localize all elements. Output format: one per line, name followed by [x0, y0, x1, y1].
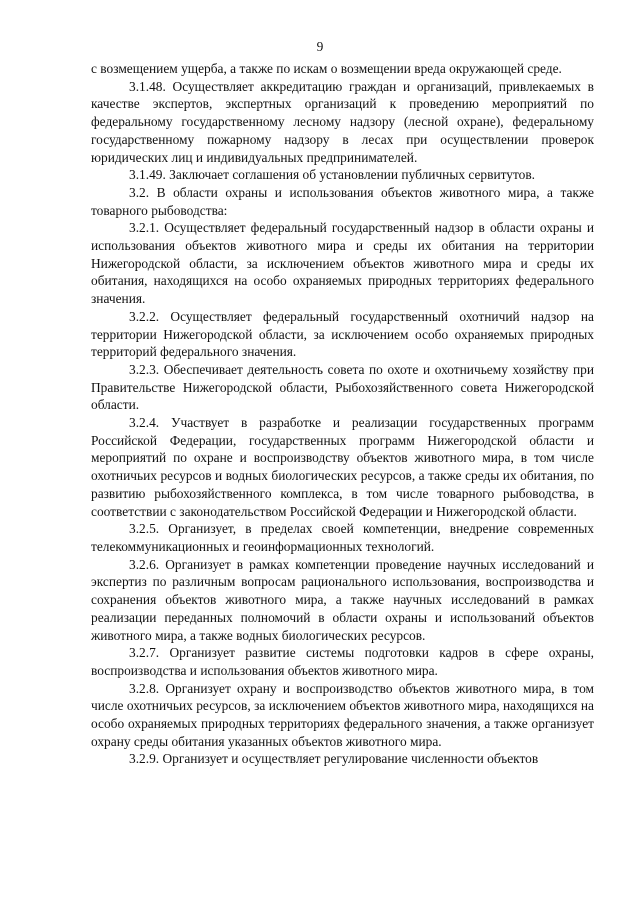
paragraph-3-2: 3.2. В области охраны и использования объектов животного мира, а также товарного рыбоводства: — [91, 184, 594, 218]
paragraph-3-2-4: 3.2.4. Участвует в разработке и реализации государственных программ Российской Федерации, государственных программ Нижегородской области и мероприятий по охране и воспроизводству объектов животного мира, в том числе охотничьих ресурсов и водных биологических ресурсов, а также среды их обитания, по развитию рыбохозяйственного комплекса, в том числе товарного рыбоводства, в соответствии с законодательством Российской Федерации и Нижегородской области. — [91, 415, 594, 519]
paragraph-3-2-1: 3.2.1. Осуществляет федеральный государственный надзор в области охраны и использования объектов животного мира и среды их обитания на территории Нижегородской области, за исключением объектов животного мира и среды их обитания, находящихся на особо охраняемых природных территориях федерального значения. — [91, 220, 594, 307]
paragraph-3-1-49: 3.1.49. Заключает соглашения об установлении публичных сервитутов. — [129, 167, 536, 183]
paragraph-3-1-48: 3.1.48. Осуществляет аккредитацию граждан и организаций, привлекаемых в качестве экспертов, экспертных организаций к проведению мероприятий по федеральному государственному лесному надзору (лесной охране), федеральному государственному пожарному надзору в лесах при осуществлении проверок юридических лиц и индивидуальных предпринимателей. — [91, 78, 594, 165]
paragraph-continuation: с возмещением ущерба, а также по искам о возмещении вреда окружающей среде. — [91, 61, 562, 76]
paragraph-3-2-7: 3.2.7. Организует развитие системы подготовки кадров в сфере охраны, воспроизводства и использования объектов животного мира. — [91, 645, 594, 678]
paragraph-3-2-3: 3.2.3. Обеспечивает деятельность совета по охоте и охотничьему хозяйству при Правительстве Нижегородской области, Рыбохозяйственного совета Нижегородской области. — [91, 361, 594, 413]
paragraph-3-2-6: 3.2.6. Организует в рамках компетенции проведение научных исследований и экспертиз по различным вопросам рационального использования, воспроизводства и сохранения объектов животного мира, а также научных исследований в рамках реализации переданных полномочий в области охраны и использований объектов животного мира, а также водных биологических ресурсов. — [91, 556, 594, 643]
document-body — [91, 60, 594, 768]
paragraph-3-2-2: 3.2.2. Осуществляет федеральный государственный охотничий надзор на территории Нижегородской области, за исключением особо охраняемых природных территорий федерального значения. — [91, 308, 594, 360]
paragraph-3-2-8: 3.2.8. Организует охрану и воспроизводство объектов животного мира, в том числе охотничьих ресурсов, за исключением объектов животного мира, находящихся на особо охраняемых природных территориях федерального значения, а также организует охрану среды обитания указанных объектов животного мира. — [91, 680, 594, 749]
paragraph-3-2-5: 3.2.5. Организует, в пределах своей компетенции, внедрение современных телекоммуникационных и геоинформационных технологий. — [91, 521, 594, 554]
page-number: 9 — [316, 39, 324, 54]
paragraph-3-2-9: 3.2.9. Организует и осуществляет регулирование численности объектов — [129, 751, 539, 767]
